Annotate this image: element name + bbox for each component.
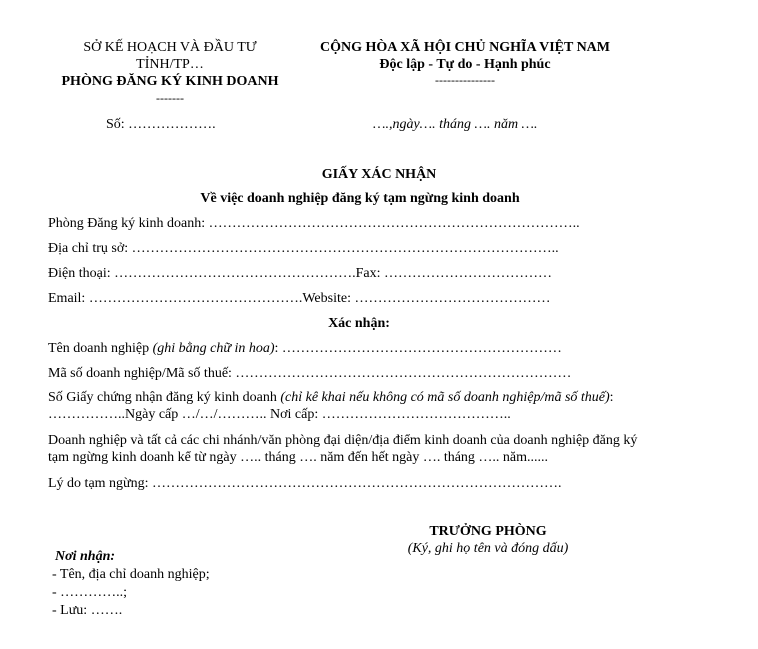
signature-title: TRƯỞNG PHÒNG <box>429 524 547 539</box>
suspension-statement-line2: tạm ngừng kinh doanh kể từ ngày ….. tháng …. năm đến hết ngày …. tháng ….. năm...... <box>48 450 549 465</box>
confirm-heading: Xác nhận: <box>328 316 390 331</box>
recipient-item: - …………..; <box>52 585 128 600</box>
motto-rule: --------------- <box>435 73 495 87</box>
company-name-label: Tên doanh nghiệp <box>48 341 153 356</box>
org-province: TỈNH/TP… <box>136 57 204 72</box>
certificate-field <box>48 390 614 406</box>
company-name-field <box>48 341 562 357</box>
certificate-details: ……………..Ngày cấp …/…/……….. Nơi cấp: ………………………………….. <box>48 407 511 422</box>
document-subtitle: Về việc doanh nghiệp đăng ký tạm ngừng kinh doanh <box>200 191 520 206</box>
office-field: Phòng Đăng ký kinh doanh: …………………………………………………………………….. <box>48 216 580 231</box>
org-rule: ------- <box>156 91 184 105</box>
company-name-hint: (ghi bằng chữ in hoa) <box>152 341 275 356</box>
phone-fax-field: Điện thoại: …………………………………………….Fax: ……………………………… <box>48 266 552 281</box>
email-website-field: Email: ……………………………………….Website: …………………………………… <box>48 291 551 306</box>
document-number: Số: ………………. <box>106 117 216 132</box>
document-title: GIẤY XÁC NHẬN <box>321 167 437 182</box>
address-field: Địa chỉ trụ sở: ……………………………………………………………………………….. <box>48 241 559 256</box>
certificate-label: Số Giấy chứng nhận đăng ký kinh doanh <box>48 390 281 405</box>
recipient-item: - Lưu: ……. <box>52 603 123 618</box>
suspension-statement-line1: Doanh nghiệp và tất cả các chi nhánh/văn phòng đại diện/địa điểm kinh doanh của doanh nghiệp đăng ký <box>48 433 638 448</box>
certificate-hint: (chỉ kê khai nếu không có mã số doanh nghiệp/mã số thuế) <box>280 390 610 405</box>
motto: Độc lập - Tự do - Hạnh phúc <box>379 57 551 72</box>
signature-note: (Ký, ghi họ tên và đóng dấu) <box>407 541 569 556</box>
reason-field: Lý do tạm ngừng: ……………………………………………………………………………. <box>48 476 562 491</box>
org-name: SỞ KẾ HOẠCH VÀ ĐẦU TƯ <box>83 40 257 55</box>
nation-title: CỘNG HÒA XÃ HỘI CHỦ NGHĨA VIỆT NAM <box>319 40 610 55</box>
certificate-colon: : <box>609 390 614 405</box>
org-department: PHÒNG ĐĂNG KÝ KINH DOANH <box>61 74 279 89</box>
document-date: ….,ngày…. tháng …. năm …. <box>373 117 538 132</box>
tax-code-field: Mã số doanh nghiệp/Mã số thuế: ……………………………………………………………… <box>48 366 572 381</box>
recipient-item: - Tên, địa chỉ doanh nghiệp; <box>52 567 210 582</box>
company-name-dots: : …………………………………………………… <box>274 341 562 356</box>
recipients-heading: Nơi nhận: <box>55 549 116 564</box>
